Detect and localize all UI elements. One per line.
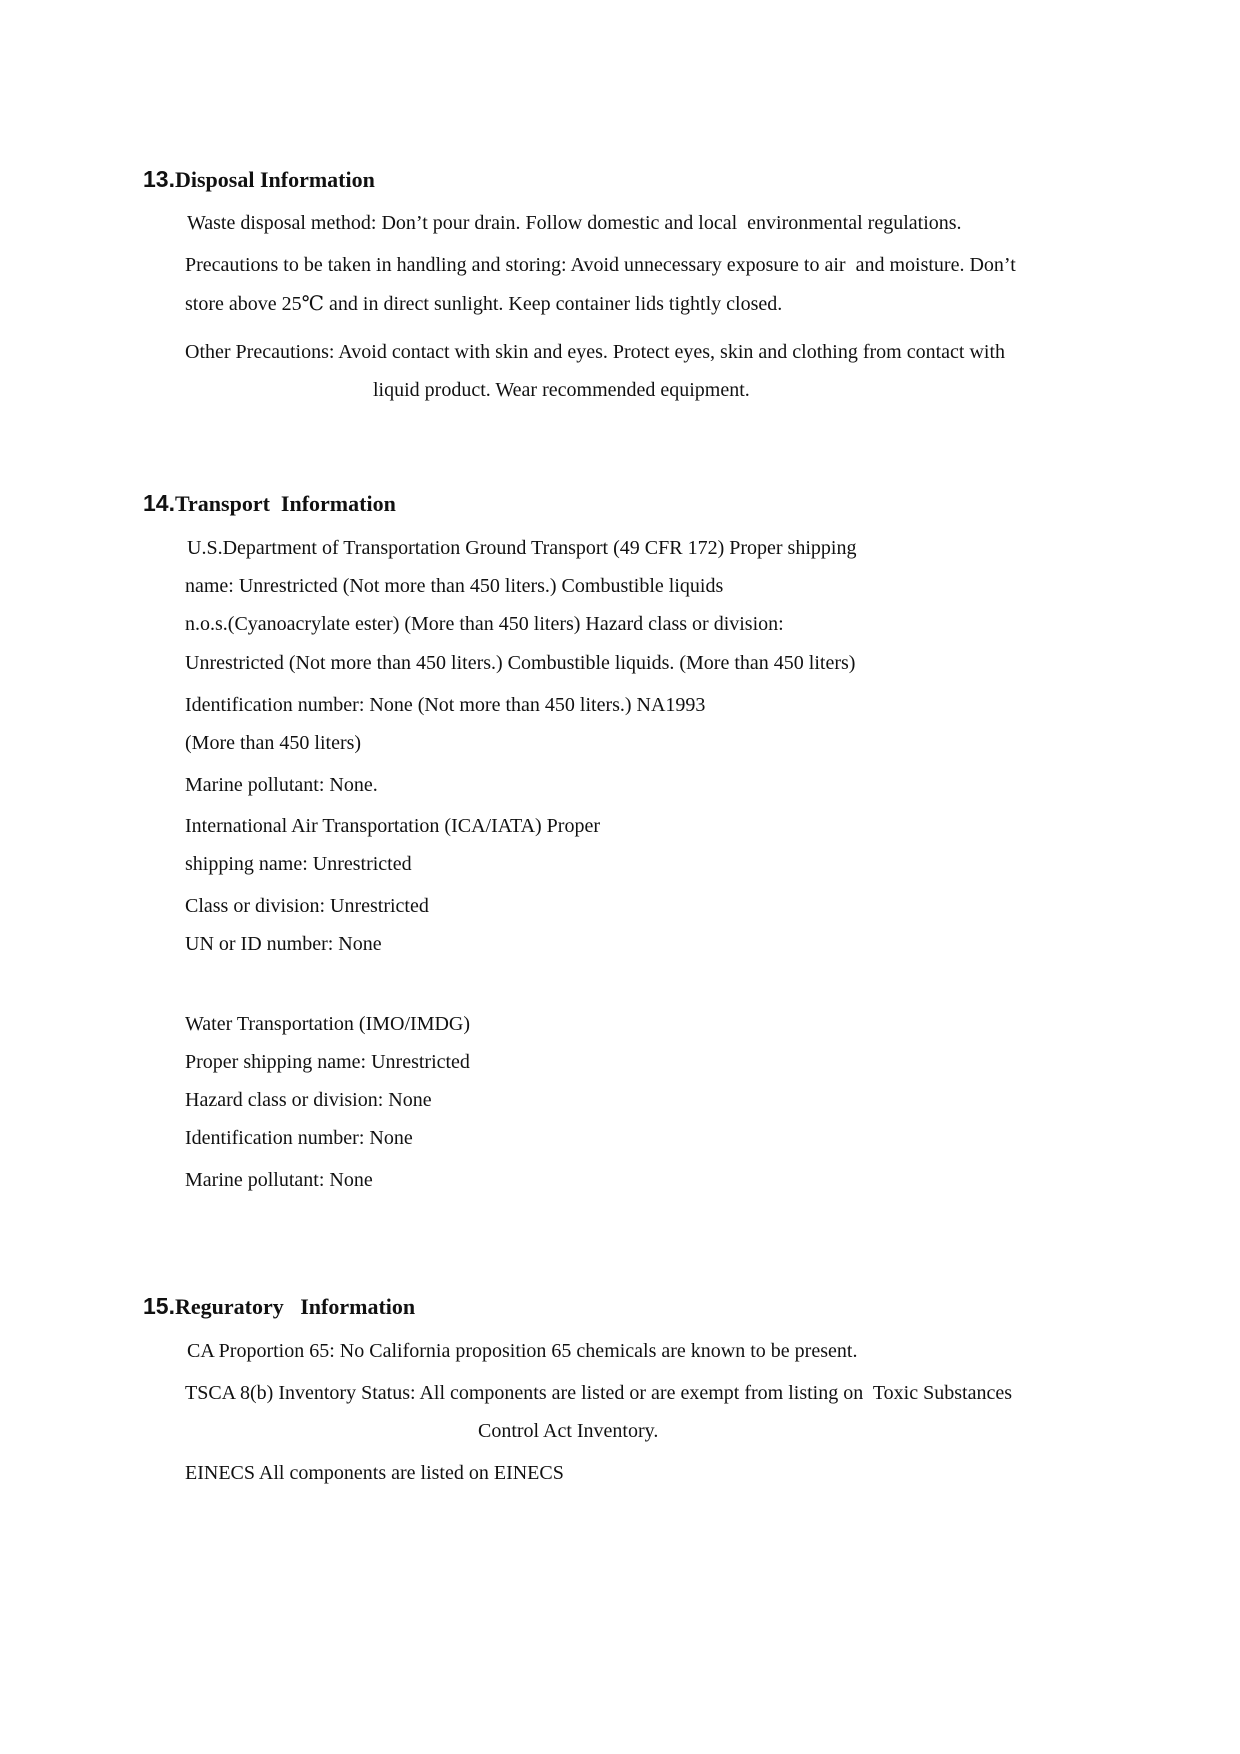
section-15-line-2: TSCA 8(b) Inventory Status: All components are listed or are exempt from listing on Toxic Substances bbox=[185, 1382, 1012, 1404]
section-14-line-14: Hazard class or division: None bbox=[185, 1089, 432, 1111]
section-14-line-3: n.o.s.(Cyanoacrylate ester) (More than 450 liters) Hazard class or division: bbox=[185, 613, 784, 635]
section-14-line-8: International Air Transportation (ICA/IATA) Proper bbox=[185, 815, 600, 837]
section-13-heading bbox=[143, 165, 375, 197]
section-14-line-13: Proper shipping name: Unrestricted bbox=[185, 1051, 470, 1073]
section-15-heading bbox=[143, 1292, 415, 1324]
section-14-title: Transport Information bbox=[174, 491, 396, 516]
section-13-line-4: Other Precautions: Avoid contact with skin and eyes. Protect eyes, skin and clothing from contact with bbox=[185, 341, 1005, 363]
section-15-title: Reguratory Information bbox=[174, 1294, 416, 1319]
section-14-line-2: name: Unrestricted (Not more than 450 liters.) Combustible liquids bbox=[185, 575, 724, 597]
section-14-line-5: Identification number: None (Not more than 450 liters.) NA1993 bbox=[185, 694, 706, 716]
section-14-heading bbox=[143, 489, 396, 521]
section-13-line-1: Waste disposal method: Don’t pour drain. Follow domestic and local environmental regulations. bbox=[187, 212, 962, 234]
section-14-line-12: Water Transportation (IMO/IMDG) bbox=[185, 1013, 471, 1035]
section-14-line-11: UN or ID number: None bbox=[185, 933, 382, 955]
section-14-number: 14. bbox=[143, 490, 175, 516]
section-14-line-10: Class or division: Unrestricted bbox=[185, 895, 429, 917]
section-13-line-5: liquid product. Wear recommended equipment. bbox=[373, 379, 750, 401]
section-14-line-1: U.S.Department of Transportation Ground Transport (49 CFR 172) Proper shipping bbox=[187, 537, 857, 559]
section-14-line-6: (More than 450 liters) bbox=[185, 732, 362, 754]
section-15-line-4: EINECS All components are listed on EINECS bbox=[185, 1462, 564, 1484]
section-15-line-3: Control Act Inventory. bbox=[478, 1420, 659, 1442]
section-15-number: 15. bbox=[143, 1293, 175, 1319]
section-13-title: Disposal Information bbox=[174, 167, 375, 192]
section-13-line-2: Precautions to be taken in handling and storing: Avoid unnecessary exposure to air and moisture. Don’t bbox=[185, 254, 1016, 276]
section-13-line-3: store above 25℃ and in direct sunlight. Keep container lids tightly closed. bbox=[185, 293, 783, 315]
section-14-line-9: shipping name: Unrestricted bbox=[185, 853, 412, 875]
section-15-line-1: CA Proportion 65: No California proposition 65 chemicals are known to be present. bbox=[187, 1340, 858, 1362]
section-14-line-15: Identification number: None bbox=[185, 1127, 413, 1149]
section-14-line-7: Marine pollutant: None. bbox=[185, 774, 378, 796]
section-14-line-4: Unrestricted (Not more than 450 liters.) Combustible liquids. (More than 450 liters) bbox=[185, 652, 856, 674]
section-14-line-16: Marine pollutant: None bbox=[185, 1169, 373, 1191]
section-13-number: 13. bbox=[143, 166, 175, 192]
